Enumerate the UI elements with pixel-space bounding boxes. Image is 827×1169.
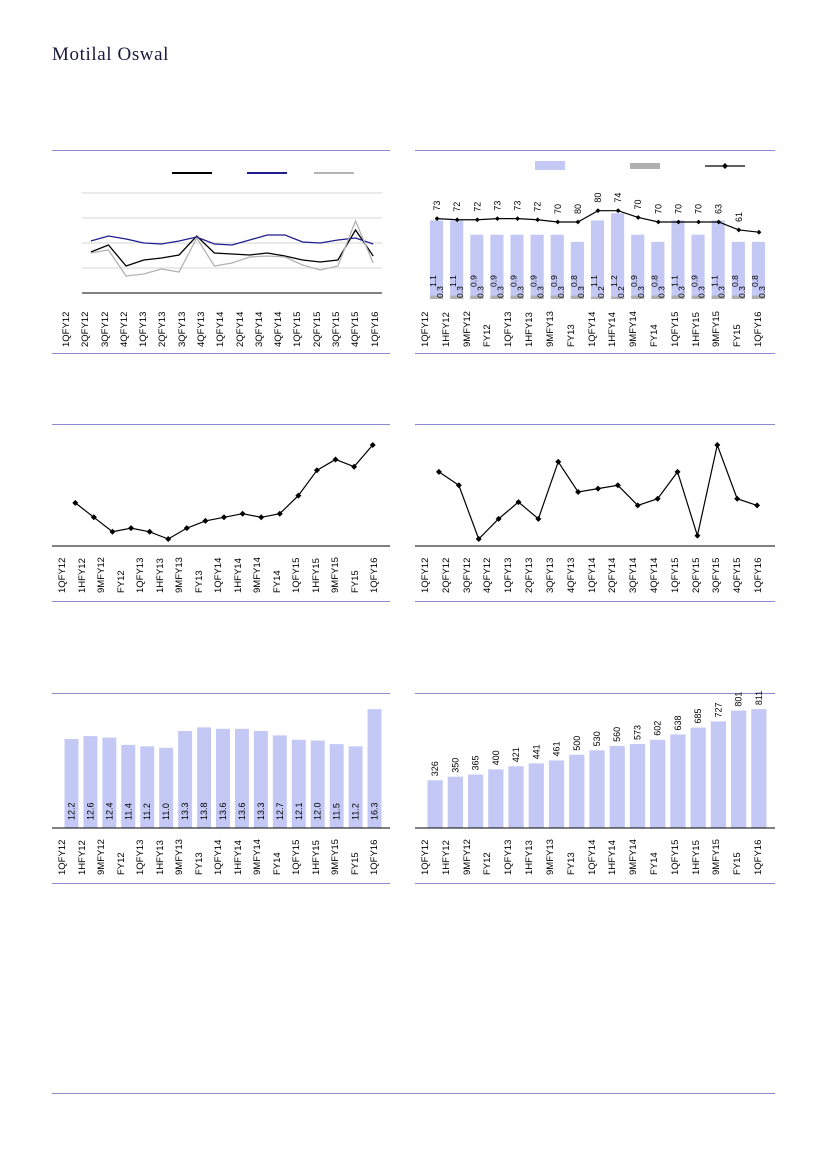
chart4-xlabels [415,547,775,599]
x-axis-label: 3QFY15 [711,557,723,593]
x-axis-label: 1HFY13 [154,558,166,593]
chart6-svg [415,690,775,829]
x-axis-label: FY12 [482,852,494,875]
x-axis-label: 9MFY12 [96,839,108,875]
x-axis-label: 9MFY13 [174,839,186,875]
x-axis-label: 1QFY15 [669,311,681,347]
svg-text:0.3: 0.3 [515,286,526,298]
x-axis-label: 2QFY13 [157,311,169,347]
x-axis-label: 1QFY14 [213,839,225,875]
x-axis-label: FY14 [271,570,283,593]
x-axis-label: 9MFY13 [174,557,186,593]
x-axis-label: 2QFY14 [234,311,246,347]
x-axis-label: 3QFY13 [544,557,556,593]
chart1-plot [52,151,390,301]
chart5-svg [52,694,390,829]
x-axis-label: 1QFY13 [503,311,515,347]
svg-text:13.6: 13.6 [236,802,247,820]
svg-text:0.3: 0.3 [736,286,747,298]
x-axis-label: 9MFY14 [628,839,640,875]
x-axis-label: FY15 [732,324,744,347]
chart1-xlabels [52,301,390,351]
x-axis-label: 1QFY12 [420,839,431,875]
x-axis-label: 1QFY15 [291,839,303,875]
footer-rule [52,1093,775,1094]
x-axis-label: 1HFY14 [232,558,244,593]
svg-text:11.5: 11.5 [331,803,342,820]
x-axis-label: FY14 [648,852,660,875]
svg-text:1.1: 1.1 [448,275,459,287]
x-axis-label: 2QFY14 [607,557,619,593]
svg-text:530: 530 [592,731,602,747]
x-axis-label: FY12 [115,570,127,593]
svg-text:441: 441 [531,744,542,760]
x-axis-label: 1QFY15 [669,839,681,875]
chart5-xlabels [52,829,390,881]
svg-text:0.8: 0.8 [649,275,660,287]
svg-text:0.3: 0.3 [555,286,566,298]
svg-text:461: 461 [551,741,562,757]
x-axis-label: 1QFY15 [669,557,681,593]
x-axis-label: 1QFY16 [369,557,381,593]
x-axis-label: 9MFY13 [544,311,556,347]
x-axis-label: 9MFY14 [628,311,640,347]
svg-text:0.2: 0.2 [596,286,606,298]
x-axis-label: 1HFY14 [607,840,619,875]
svg-text:13.6: 13.6 [218,802,228,820]
x-axis-label: FY13 [565,852,577,875]
chart3-plot [52,425,390,547]
x-axis-label: FY12 [482,324,494,347]
svg-text:350: 350 [450,757,461,773]
svg-text:13.8: 13.8 [199,802,210,820]
svg-text:1.2: 1.2 [609,275,620,287]
svg-text:0.3: 0.3 [676,286,687,298]
x-axis-label: 1HFY15 [310,840,322,875]
svg-text:326: 326 [430,761,441,777]
svg-text:0.2: 0.2 [616,286,627,298]
x-axis-label: 3QFY12 [461,557,473,593]
x-axis-label: 1HFY14 [232,840,244,875]
svg-text:70: 70 [552,203,563,214]
x-axis-label: 4QFY15 [350,311,362,347]
svg-text:0.8: 0.8 [568,275,579,287]
svg-text:13.3: 13.3 [255,802,266,820]
svg-text:1.1: 1.1 [709,275,720,287]
x-axis-label: 1HFY15 [690,312,702,347]
x-axis-label: FY15 [349,852,361,875]
svg-text:72: 72 [452,201,463,212]
chart-panel-4 [415,424,775,624]
svg-text:12.2: 12.2 [66,802,77,820]
panel-bottom-rule [415,883,775,884]
x-axis-label: 1HFY13 [154,840,166,875]
svg-text:13.3: 13.3 [180,802,191,820]
x-axis-label: 1QFY14 [215,311,227,347]
chart3-xlabels [52,547,390,599]
svg-text:365: 365 [470,755,481,771]
svg-text:12.1: 12.1 [293,802,304,820]
x-axis-label: 2QFY15 [311,311,323,347]
x-axis-label: 3QFY14 [253,311,265,347]
svg-text:12.4: 12.4 [104,802,115,820]
svg-text:560: 560 [612,726,623,742]
svg-text:811: 811 [753,690,764,706]
x-axis-label: 2QFY12 [440,557,452,593]
svg-text:0.8: 0.8 [749,275,760,287]
panel-bottom-rule [52,601,390,602]
svg-text:12.6: 12.6 [85,802,96,820]
svg-text:0.8: 0.8 [729,275,740,287]
x-axis-label: 1QFY16 [369,839,381,875]
svg-text:11.0: 11.0 [161,803,172,820]
svg-text:0.9: 0.9 [629,275,640,287]
x-axis-label: 9MFY15 [711,311,723,347]
x-axis-label: 9MFY12 [461,311,473,347]
brand-text: Motilal Oswal [52,44,170,65]
x-axis-label: 1QFY12 [57,839,68,875]
chart6-xlabels [415,829,775,881]
x-axis-label: 9MFY12 [96,557,108,593]
x-axis-label: 1HFY12 [76,840,88,875]
brand-title [52,44,169,66]
svg-text:0.3: 0.3 [575,286,586,298]
chart2-svg [415,151,775,301]
x-axis-label: 3QFY15 [330,311,342,347]
x-axis-label: 3QFY12 [99,311,111,347]
x-axis-label: 1HFY12 [76,558,88,593]
svg-text:400: 400 [490,750,501,766]
svg-text:602: 602 [652,720,663,736]
x-axis-label: 4QFY12 [118,311,130,347]
x-axis-label: 1QFY14 [213,557,225,593]
x-axis-label: 9MFY15 [330,557,342,593]
x-axis-label: 1HFY14 [607,312,619,347]
svg-text:73: 73 [512,200,523,211]
chart2-plot [415,151,775,301]
x-axis-label: FY14 [648,324,660,347]
svg-text:573: 573 [632,724,643,741]
x-axis-label: 9MFY12 [461,839,473,875]
svg-text:685: 685 [693,708,704,724]
chart5-plot [52,694,390,829]
x-axis-label: 2QFY13 [524,557,536,593]
x-axis-label: 1QFY13 [135,839,147,875]
svg-text:0.9: 0.9 [488,275,499,287]
panel-bottom-rule [415,353,775,354]
panel-bottom-rule [52,883,390,884]
x-axis-label: 1QFY16 [369,311,381,347]
chart4-svg [415,425,775,547]
chart1-svg [52,151,390,301]
svg-text:12.7: 12.7 [274,802,285,820]
x-axis-label: FY15 [732,852,744,875]
chart-panel-3 [52,424,390,624]
x-axis-label: 4QFY14 [273,311,285,347]
x-axis-label: 1QFY14 [586,557,598,593]
x-axis-label: FY13 [193,852,205,875]
svg-text:0.3: 0.3 [435,286,446,298]
x-axis-label: 1QFY13 [138,311,150,347]
x-axis-label: FY13 [193,570,205,593]
chart-panel-5 [52,693,390,908]
svg-text:500: 500 [571,735,582,751]
x-axis-label: 4QFY14 [648,557,660,593]
x-axis-label: 1HFY12 [440,840,452,875]
x-axis-label: 1HFY12 [440,312,452,347]
svg-text:0.3: 0.3 [535,286,546,298]
svg-text:72: 72 [472,201,483,212]
x-axis-label: 1HFY15 [690,840,702,875]
x-axis-label: 1QFY15 [292,311,304,347]
svg-text:70: 70 [653,203,664,214]
x-axis-label: 2QFY12 [80,311,92,347]
svg-text:0.3: 0.3 [656,286,667,298]
panel-bottom-rule [415,601,775,602]
x-axis-label: 1QFY15 [291,557,303,593]
chart3-svg [52,425,390,547]
chart2-xlabels [415,301,775,351]
x-axis-label: 1QFY12 [420,311,431,347]
x-axis-label: 9MFY15 [711,839,723,875]
x-axis-label: 4QFY12 [482,557,494,593]
x-axis-label: 1HFY13 [524,312,536,347]
x-axis-label: FY12 [115,852,127,875]
x-axis-label: FY13 [565,324,577,347]
svg-text:0.9: 0.9 [528,275,539,287]
svg-text:11.2: 11.2 [142,803,153,820]
svg-text:727: 727 [713,702,724,718]
x-axis-label: 1QFY13 [503,839,515,875]
x-axis-label: 1QFY16 [753,839,764,875]
svg-text:1.1: 1.1 [589,275,599,287]
svg-text:61: 61 [733,211,744,222]
svg-text:63: 63 [713,203,724,214]
svg-text:0.9: 0.9 [508,275,519,287]
svg-text:1.1: 1.1 [669,275,680,287]
x-axis-label: 1HFY13 [524,840,536,875]
svg-text:0.3: 0.3 [696,286,707,298]
x-axis-label: 9MFY14 [252,557,264,593]
x-axis-label: 3QFY13 [176,311,188,347]
svg-text:80: 80 [593,192,603,203]
svg-text:16.3: 16.3 [369,802,380,820]
x-axis-label: 2QFY15 [690,557,702,593]
svg-text:70: 70 [673,203,684,214]
chart-panel-2 [415,150,775,358]
x-axis-label: 1QFY12 [420,557,431,593]
x-axis-label: 1QFY13 [135,557,147,593]
x-axis-label: 1QFY14 [586,311,598,347]
svg-text:80: 80 [572,203,583,214]
x-axis-label: 3QFY14 [628,557,640,593]
svg-text:0.3: 0.3 [495,286,506,298]
svg-text:0.9: 0.9 [689,275,700,287]
x-axis-label: 4QFY13 [195,311,207,347]
svg-text:73: 73 [432,200,443,211]
svg-text:70: 70 [633,199,644,210]
x-axis-label: 9MFY14 [252,839,264,875]
x-axis-label: 1QFY14 [586,839,598,875]
svg-text:72: 72 [532,201,543,212]
svg-text:1.1: 1.1 [428,275,439,287]
svg-text:0.9: 0.9 [468,275,479,287]
svg-text:11.2: 11.2 [350,803,361,820]
svg-text:0.3: 0.3 [455,286,466,298]
x-axis-label: FY14 [271,852,283,875]
svg-text:0.3: 0.3 [756,286,767,298]
chart4-plot [415,425,775,547]
svg-text:0.3: 0.3 [716,286,727,298]
x-axis-label: 9MFY13 [544,839,556,875]
chart-panel-1 [52,150,390,358]
panel-bottom-rule [52,353,390,354]
x-axis-label: 1QFY13 [503,557,515,593]
x-axis-label: 1QFY12 [57,557,68,593]
x-axis-label: 4QFY13 [565,557,577,593]
svg-text:11.4: 11.4 [123,803,134,820]
svg-text:801: 801 [733,691,744,707]
x-axis-label: FY15 [349,570,361,593]
x-axis-label: 1QFY16 [753,311,764,347]
x-axis-label: 9MFY15 [330,839,342,875]
svg-text:0.3: 0.3 [636,286,647,298]
svg-text:0.9: 0.9 [548,275,559,287]
svg-text:0.3: 0.3 [475,286,486,298]
svg-text:12.0: 12.0 [312,802,323,820]
svg-text:73: 73 [492,200,503,211]
x-axis-label: 1QFY16 [753,557,764,593]
x-axis-label: 1HFY15 [310,558,322,593]
x-axis-label: 1QFY12 [61,311,72,347]
x-axis-label: 4QFY15 [732,557,744,593]
chart6-plot [415,690,775,829]
svg-text:70: 70 [693,203,704,214]
chart-panel-6 [415,690,775,908]
svg-text:638: 638 [672,715,683,731]
svg-text:74: 74 [613,192,624,203]
svg-text:421: 421 [511,747,522,763]
